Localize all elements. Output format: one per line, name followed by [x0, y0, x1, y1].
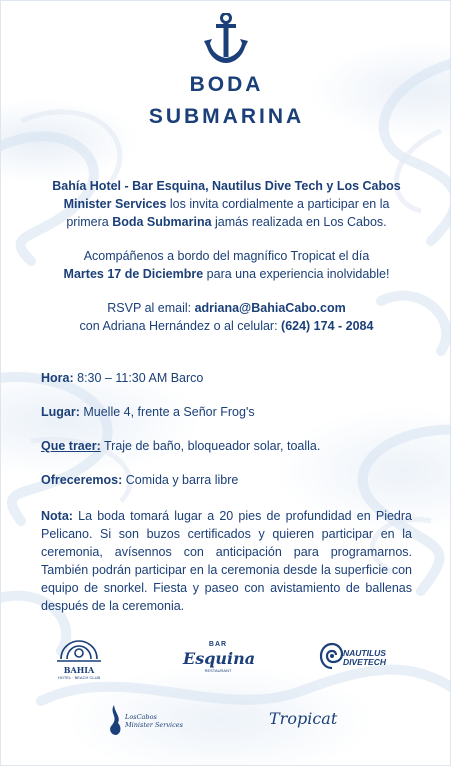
cabos-logo-text	[125, 713, 183, 729]
nautilus-logo-line-2: DIVETECH	[343, 657, 386, 667]
intro-paragraph	[41, 177, 412, 231]
esquina-logo-top: BAR	[208, 641, 228, 648]
anchor-icon	[202, 13, 250, 65]
invite-text-a: Acompáñenos a bordo del magnífico Tropicat el día	[83, 249, 370, 263]
rsvp-phone[interactable]: (624) 174 - 2084	[281, 319, 374, 333]
rsvp-paragraph	[41, 299, 412, 335]
bahia-logo-text: BAHIA	[63, 665, 95, 675]
rsvp-email-link[interactable]: adriana@BahiaCabo.com	[194, 301, 346, 315]
detail-lugar	[41, 403, 412, 421]
nautilus-shell-icon	[319, 641, 345, 671]
ofrecemos-value: Comida y barra libre	[122, 473, 239, 487]
bahia-logo-subtext: HOTEL · BEACH CLUB	[57, 675, 101, 680]
nota-value: La boda tomará lugar a 20 pies de profundidad en Piedra Pelicano. Si son buzos certificados y quieren participar en la ceremonia, avísennos con anticipación para programarnos. También podrán participar en la ceremonia desde la superficie con equipo de snorkel. Fiesta y paseo con avistamiento de ballenas después de la ceremonia.	[41, 509, 412, 613]
rsvp-label: RSVP al email:	[107, 301, 195, 315]
event-name: Boda Submarina	[112, 215, 212, 229]
nautilus-divetech-logo	[319, 641, 395, 675]
traer-value: Traje de baño, bloqueador solar, toalla.	[100, 439, 321, 453]
lugar-label: Lugar:	[41, 405, 80, 419]
cabos-logo-line-1: LosCabos	[125, 713, 157, 721]
detail-nota	[41, 507, 412, 615]
intro-text-b: jamás realizada en Los Cabos.	[211, 215, 387, 229]
detail-ofrecemos	[41, 471, 412, 489]
detail-traer	[41, 437, 412, 455]
nautilus-logo-line-1: NAUTILUS	[343, 648, 386, 658]
hora-label: Hora:	[41, 371, 74, 385]
tropicat-logo: Tropicat	[269, 709, 338, 728]
intro-text-a: los invita cordialmente a participar en la primera	[66, 197, 390, 229]
nautilus-logo-text	[343, 649, 386, 667]
traer-label: Que traer:	[41, 439, 101, 453]
event-date: Martes 17 de Diciembre	[63, 267, 204, 281]
title-line-2: SUBMARINA	[148, 105, 305, 128]
cabos-logo-line-2: Minister Services	[125, 721, 183, 729]
invite-text-b: para una experiencia inolvidable!	[203, 267, 390, 281]
nota-label: Nota:	[41, 509, 73, 523]
ofrecemos-label: Ofreceremos:	[41, 473, 123, 487]
bahia-hotel-logo	[53, 637, 105, 683]
detail-hora	[41, 369, 412, 387]
invite-paragraph	[41, 247, 412, 283]
los-cabos-minister-logo	[105, 703, 195, 743]
lugar-value: Muelle 4, frente a Señor Frog's	[79, 405, 255, 419]
title-line-1: BODA	[189, 73, 264, 96]
hora-value: 8:30 – 11:30 AM Barco	[73, 371, 204, 385]
rsvp-line-2: con Adriana Hernández o al celular:	[79, 319, 282, 333]
bar-esquina-logo	[183, 641, 256, 681]
hosts-names: Bahía Hotel - Bar Esquina, Nautilus Dive Tech y Los Cabos Minister Services	[52, 179, 401, 211]
esquina-logo-text: Esquina	[183, 649, 256, 668]
bahia-crest-icon	[53, 637, 105, 665]
flame-icon	[105, 703, 123, 737]
esquina-logo-subtext: RESTAURANT	[204, 668, 232, 673]
